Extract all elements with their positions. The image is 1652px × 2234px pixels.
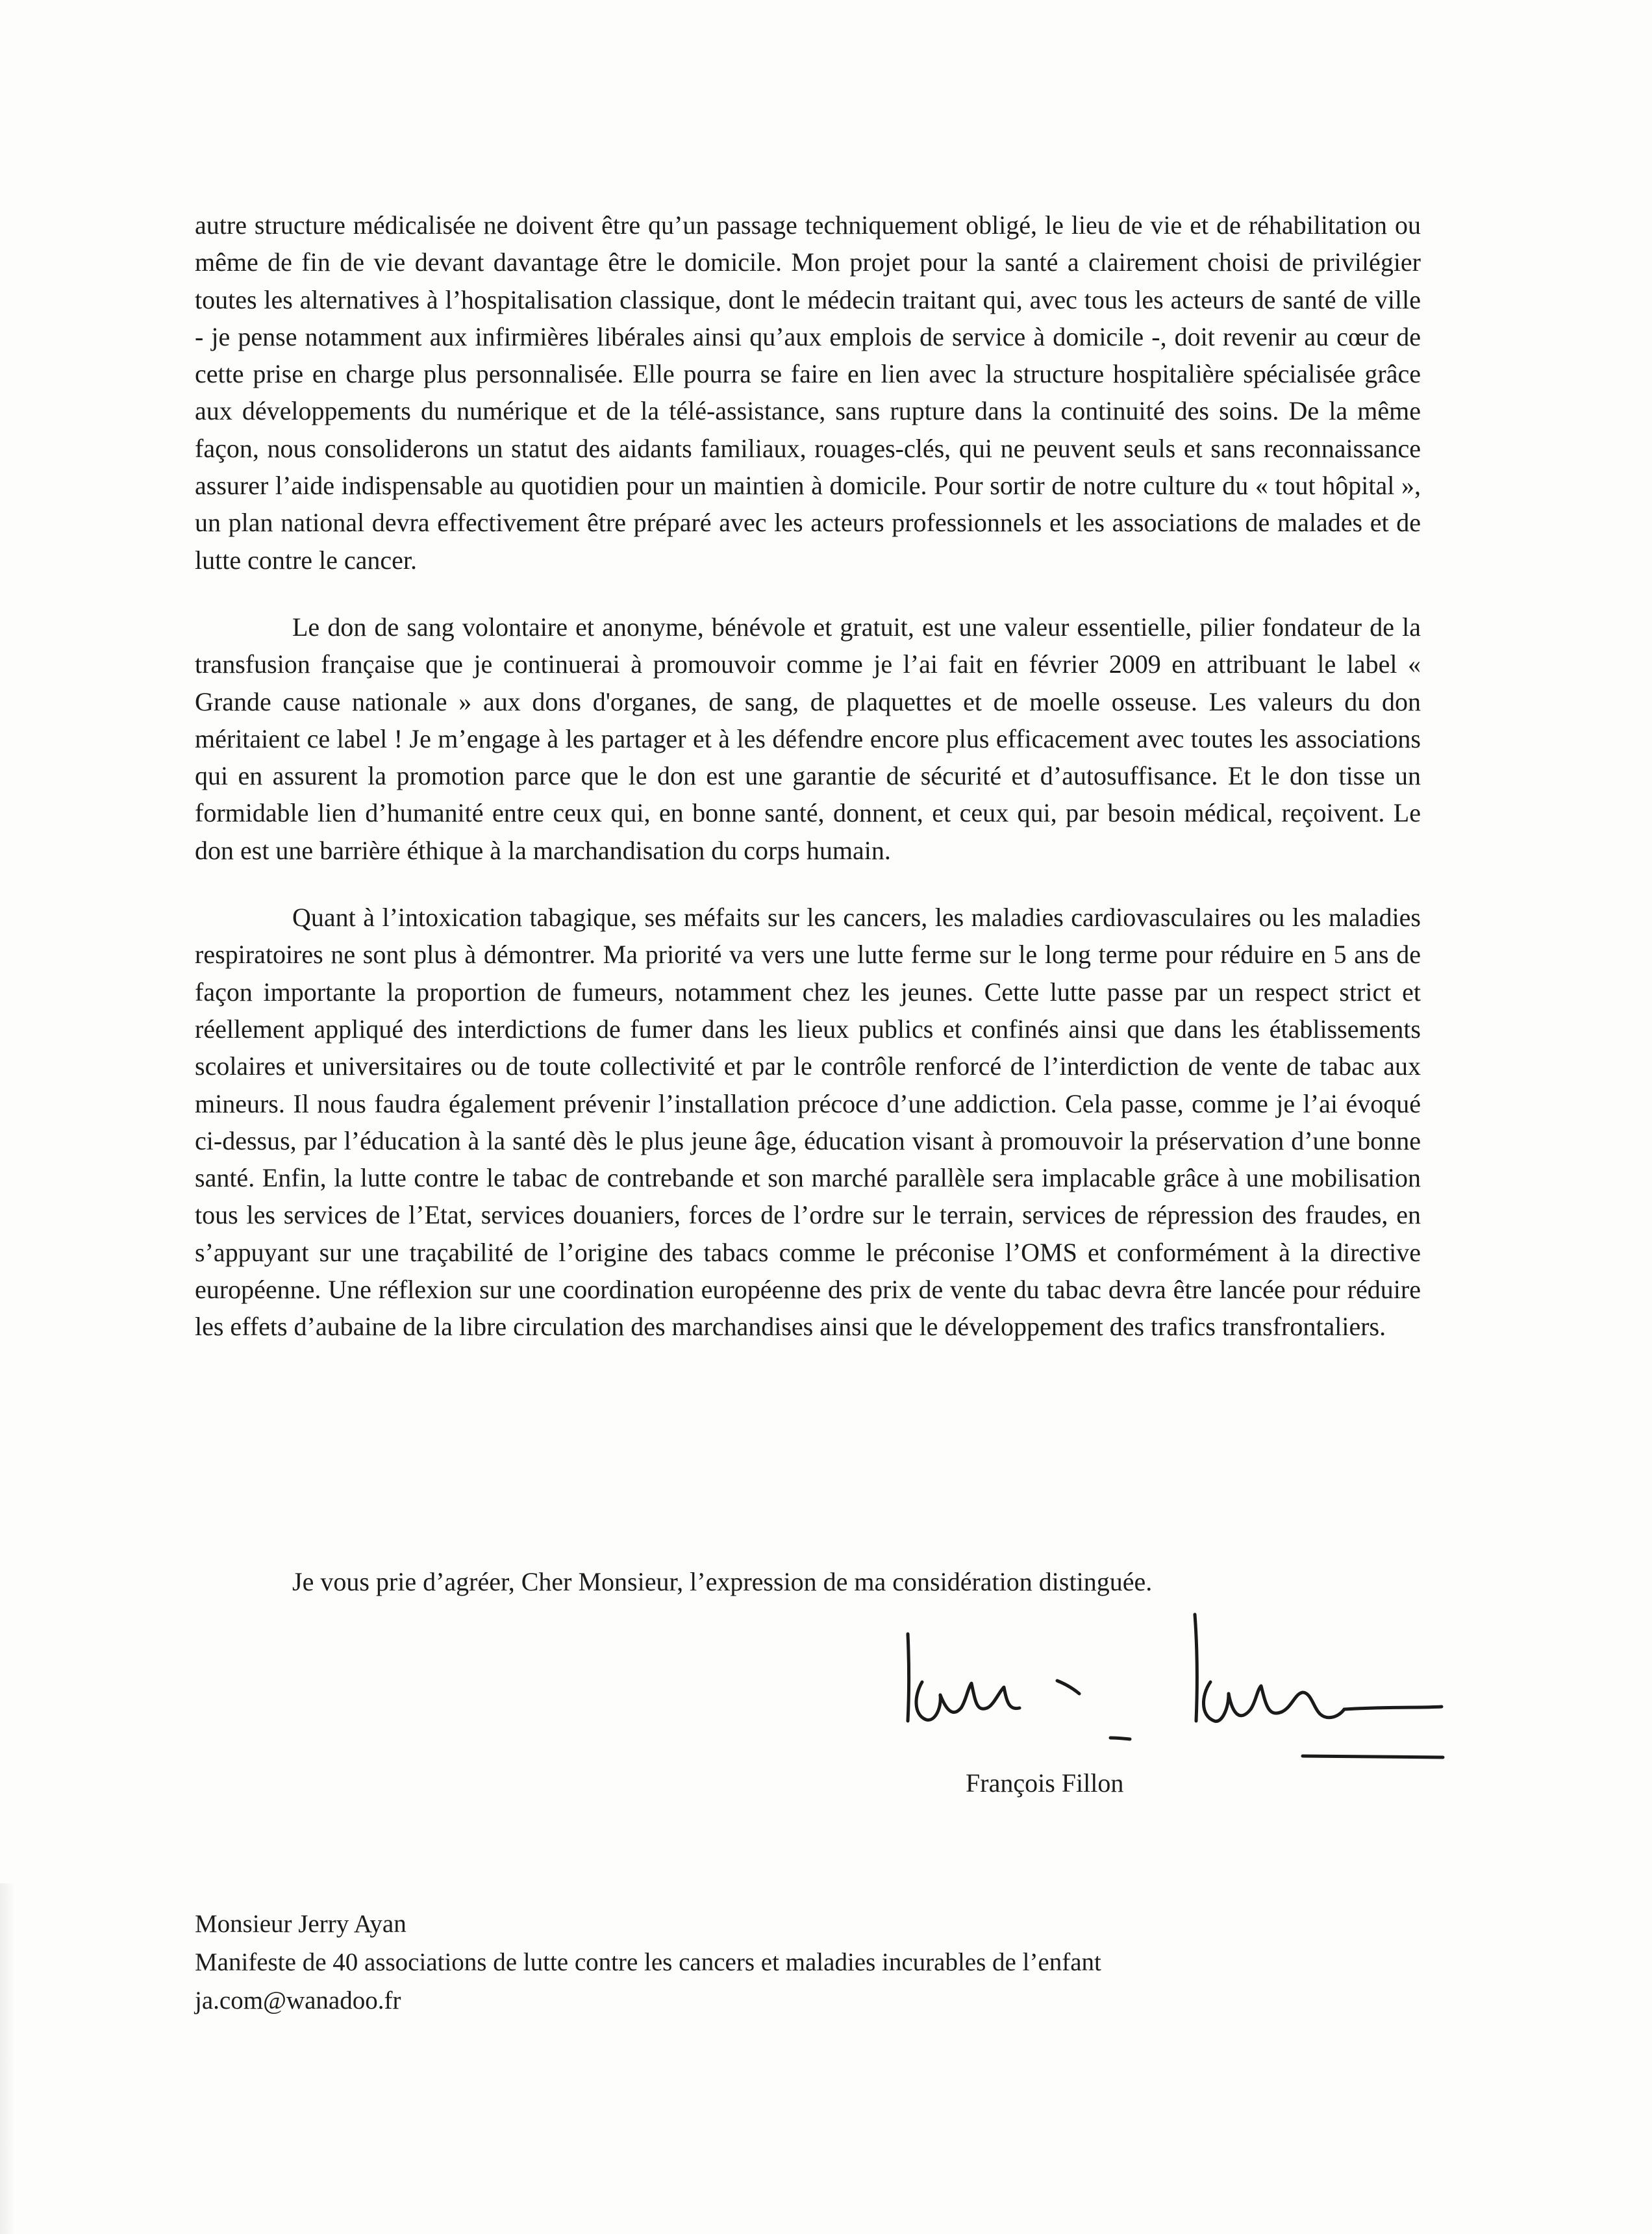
- recipient-email: ja.com@wanadoo.fr: [195, 1987, 401, 2014]
- closing-formula: Je vous prie d’agréer, Cher Monsieur, l’expression de ma considération distinguée.: [292, 1567, 1153, 1596]
- recipient-organization: Manifeste de 40 associations de lutte contre les cancers et maladies incurables de l’enfant: [195, 1948, 1101, 1976]
- handwritten-signature: [890, 1611, 1448, 1760]
- letter-body: [195, 207, 1421, 1346]
- recipient-name: Monsieur Jerry Ayan: [195, 1910, 407, 1938]
- signer-name: François Fillon: [966, 1768, 1124, 1798]
- scan-edge-shadow: [0, 1883, 14, 2234]
- recipient-block: [195, 1905, 1101, 2020]
- paragraph-tobacco: Quant à l’intoxication tabagique, ses méfaits sur les cancers, les maladies cardiovasculaires ou les maladies respiratoires ne sont plus à démontrer. Ma priorité va vers une lutte ferme sur le long terme pour réduire en 5 ans de façon importante la proportion de fumeurs, notamment chez les jeunes. Cette lutte passe par un respect strict et réellement appliqué des interdictions de fumer dans les lieux publics et confinés ainsi que dans les établissements scolaires et universitaires ou de toute collectivité et par le contrôle renforcé de l’interdiction de vente de tabac aux mineurs. Il nous faudra également prévenir l’installation précoce d’une addiction. Cela passe, comme je l’ai évoqué ci-dessus, par l’éducation à la santé dès le plus jeune âge, éducation visant à promouvoir la préservation d’une bonne santé. Enfin, la lutte contre le tabac de contrebande et son marché parallèle sera implacable grâce à une mobilisation tous les services de l’Etat, services douaniers, forces de l’ordre sur le terrain, services de répression des fraudes, en s’appuyant sur une traçabilité de l’origine des tabacs comme le préconise l’OMS et conformément à la directive européenne. Une réflexion sur une coordination européenne des prix de vente du tabac devra être lancée pour réduire les effets d’aubaine de la libre circulation des marchandises ainsi que le développement des trafics transfrontaliers.: [195, 903, 1421, 1342]
- paragraph-home-care: autre structure médicalisée ne doivent être qu’un passage techniquement obligé, le lieu de vie et de réhabilitation ou même de fin de vie devant davantage être le domicile. Mon projet pour la santé a clairement choisi de privilégier toutes les alternatives à l’hospitalisation classique, dont le médecin traitant qui, avec tous les acteurs de santé de ville - je pense notamment aux infirmières libérales ainsi qu’aux emplois de service à domicile -, doit revenir au cœur de cette prise en charge plus personnalisée. Elle pourra se faire en lien avec la structure hospitalière spécialisée grâce aux développements du numérique et de la télé-assistance, sans rupture dans la continuité des soins. De la même façon, nous consoliderons un statut des aidants familiaux, rouages-clés, qui ne peuvent seuls et sans reconnaissance assurer l’aide indispensable au quotidien pour un maintien à domicile. Pour sortir de notre culture du « tout hôpital », un plan national devra effectivement être préparé avec les acteurs professionnels et les associations de malades et de lutte contre le cancer.: [195, 210, 1421, 575]
- paragraph-blood-donation: Le don de sang volontaire et anonyme, bénévole et gratuit, est une valeur essentielle, pilier fondateur de la transfusion française que je continuerai à promouvoir comme je l’ai fait en février 2009 en attribuant le label « Grande cause nationale » aux dons d'organes, de sang, de plaquettes et de moelle osseuse. Les valeurs du don méritaient ce label ! Je m’engage à les partager et à les défendre encore plus efficacement avec toutes les associations qui en assurent la promotion parce que le don est une garantie de sécurité et d’autosuffisance. Et le don tisse un formidable lien d’humanité entre ceux qui, en bonne santé, donnent, et ceux qui, par besoin médical, reçoivent. Le don est une barrière éthique à la marchandisation du corps humain.: [195, 612, 1421, 865]
